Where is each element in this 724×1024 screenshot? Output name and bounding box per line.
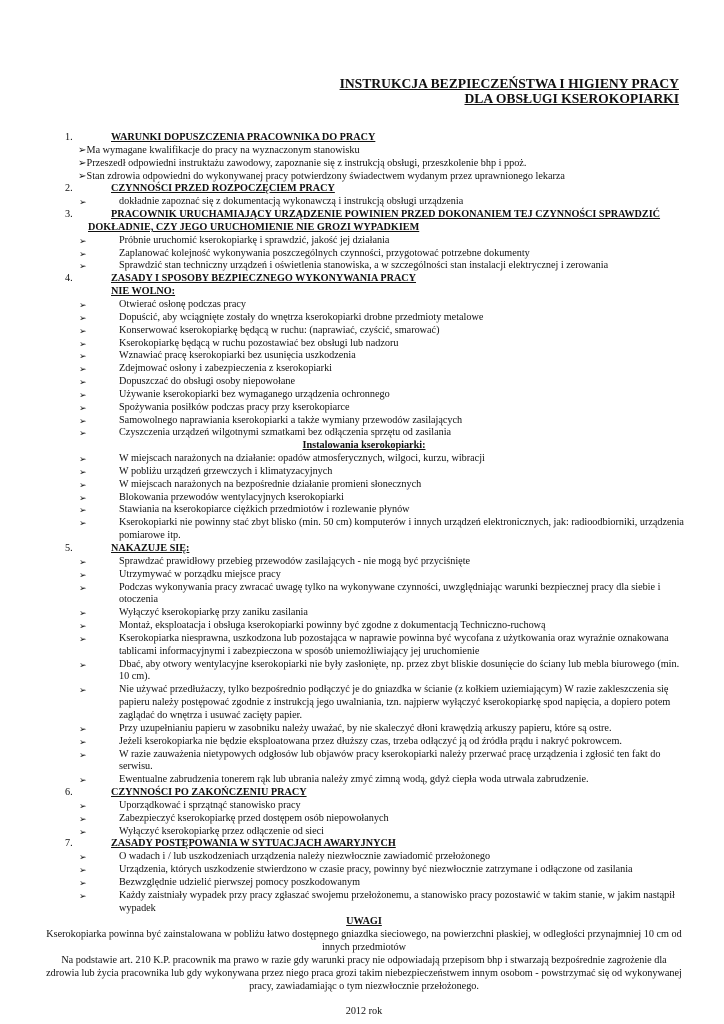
list-item: ➢ Nie używać przedłużaczy, tylko bezpośrednio podłączyć je do gniazdka w ścianie (z kołkiem uziemiającym) W razie zakleszczenia się papieru należy postępować zgodnie z instrukcją jego uwalniania, tzn. najpierw wyłączyć kserokopiarkę spod napięcia, a dopiero potem zaglądać do wnętrza i usuwać zacięty papier. bbox=[79, 684, 671, 721]
list-item: ➢ Kserokopiarkę będącą w ruchu pozostawiać bez obsługi lub nadzoru bbox=[79, 337, 399, 349]
arrow-bullet-icon: ➢ bbox=[79, 865, 87, 876]
document-title-line-2: DLA OBSŁUGI KSEROKOPIARKI bbox=[464, 91, 679, 106]
arrow-bullet-icon: ➢ bbox=[79, 325, 87, 336]
list-item: ➢ Dbać, aby otwory wentylacyjne kserokopiarki nie były zasłonięte, np. przez zbyt bliskie dosunięcie do ściany lub mebla biurowego (min. 10 cm). bbox=[79, 658, 680, 683]
arrow-bullet-icon: ➢ bbox=[79, 569, 87, 580]
arrow-bullet-icon: ➢ bbox=[79, 633, 87, 644]
list-item: ➢ dokładnie zapoznać się z dokumentacją wykonawczą i instrukcją obsługi urządzenia bbox=[79, 196, 464, 208]
document-body bbox=[44, 132, 684, 1018]
arrow-bullet-icon: ➢ bbox=[79, 505, 87, 516]
list-item: ➢ Sprawdzić stan techniczny urządzeń i oświetlenia stanowiska, a w szczególności stan instalacji elektrycznej i zerowania bbox=[79, 260, 609, 272]
list-item: ➢ Utrzymywać w porządku miejsce pracy bbox=[79, 568, 281, 580]
section-5-heading: 5. NAKAZUJE SIĘ: bbox=[65, 543, 190, 554]
list-item: ➢ Wyłączyć kserokopiarkę przez odłączenie od sieci bbox=[79, 825, 325, 837]
arrow-bullet-icon: ➢ bbox=[79, 685, 87, 696]
arrow-bullet-icon: ➢ bbox=[79, 800, 87, 811]
arrow-bullet-icon: ➢ bbox=[79, 749, 87, 760]
document-year: 2012 rok bbox=[345, 1005, 383, 1017]
section-5-title: NAKAZUJE SIĘ: bbox=[111, 543, 190, 554]
list-item: ➢ Bezwzględnie udzielić pierwszej pomocy poszkodowanym bbox=[79, 876, 361, 888]
arrow-bullet-icon: ➢ bbox=[79, 479, 87, 490]
list-item: ➢ Zaplanować kolejność wykonywania poszczególnych czynności, przygotować potrzebne dokumenty bbox=[79, 247, 530, 259]
list-item: ➢ Podczas wykonywania pracy zwracać uwagę tylko na wykonywane czynności, uwzględniając warunki bezpiecznej pracy dla siebie i otoczenia bbox=[79, 581, 661, 606]
list-item: ➢ Spożywania posiłków podczas pracy przy kserokopiarce bbox=[79, 401, 350, 413]
uwagi-paragraph-2: Na podstawie art. 210 K.P. pracownik ma prawo w razie gdy warunki pracy nie odpowiadają przepisom bhp i stwarzają bezpośrednie zagrożenie dla zdrowia lub życia pracownika lub gdy wykonywana przez niego praca grozi takim niebezpieczeństwem innym osobom - powstrzymać się od wykonywanej pracy, zawiadamiając o tym niezwłocznie przełożonego. bbox=[46, 955, 682, 992]
list-item: ➢ Ewentualne zabrudzenia tonerem rąk lub ubrania należy zmyć zimną wodą, gdyż ciepła woda utrwala zabrudzenie. bbox=[79, 774, 589, 786]
section-3-heading-cont: DOKŁADNIE, CZY JEGO URUCHOMIENIE NIE GROZI WYPADKIEM bbox=[88, 221, 420, 233]
arrow-bullet-icon: ➢ bbox=[79, 299, 87, 310]
arrow-bullet-icon: ➢ bbox=[79, 428, 87, 439]
arrow-bullet-icon: ➢ bbox=[79, 813, 87, 824]
list-item: ➢ Przy uzupełnianiu papieru w zasobniku należy uważać, by nie skaleczyć dłoni krawędzią arkuszy papieru, które są ostre. bbox=[79, 722, 612, 734]
section-1-title: WARUNKI DOPUSZCZENIA PRACOWNIKA DO PRACY bbox=[111, 132, 376, 143]
list-item: ➢ Sprawdzać prawidłowy przebieg przewodów zasilających - nie mogą być przyciśnięte bbox=[79, 555, 471, 567]
list-item: ➢ Czyszczenia urządzeń wilgotnymi szmatkami bez odłączenia sprzętu od zasilania bbox=[79, 427, 452, 439]
document-title-line-1: INSTRUKCJA BEZPIECZEŃSTWA I HIGIENY PRACY bbox=[339, 76, 679, 91]
arrow-bullet-icon: ➢ bbox=[79, 364, 87, 375]
arrow-bullet-icon: ➢ bbox=[79, 351, 87, 362]
arrow-bullet-icon: ➢ bbox=[78, 157, 87, 169]
arrow-bullet-icon: ➢ bbox=[79, 723, 87, 734]
list-item: ➢Przeszedł odpowiedni instruktażu zawodowy, zapoznanie się z instrukcją obsługi, przeszkolenie bhp i ppoż. bbox=[78, 157, 527, 169]
section-1-heading: 1. WARUNKI DOPUSZCZENIA PRACOWNIKA DO PRACY bbox=[65, 132, 376, 143]
section-7-title: ZASADY POSTĘPOWANIA W SYTUACJACH AWARYJNYCH bbox=[111, 838, 396, 850]
arrow-bullet-icon: ➢ bbox=[79, 775, 87, 786]
list-item: ➢ Wyłączyć kserokopiarkę przy zaniku zasilania bbox=[79, 607, 308, 619]
arrow-bullet-icon: ➢ bbox=[79, 608, 87, 619]
list-item: ➢ W miejscach narażonych na bezpośrednie działanie promieni słonecznych bbox=[79, 478, 422, 490]
section-4-heading: 4. ZASADY I SPOSOBY BEZPIECZNEGO WYKONYWANIA PRACY bbox=[65, 273, 417, 285]
arrow-bullet-icon: ➢ bbox=[79, 402, 87, 413]
list-item: ➢ W razie zauważenia nietypowych odgłosów lub objawów pracy kserokopiarki należy przerwać pracę urządzenia i zgłosić ten fakt do serwisu. bbox=[79, 748, 661, 773]
section-7-heading: 7. ZASADY POSTĘPOWANIA W SYTUACJACH AWARYJNYCH bbox=[65, 838, 396, 850]
uwagi-heading: UWAGI bbox=[346, 916, 382, 928]
list-item: ➢ Konserwować kserokopiarkę będącą w ruchu: (naprawiać, czyścić, smarować) bbox=[79, 324, 440, 336]
arrow-bullet-icon: ➢ bbox=[79, 415, 87, 426]
section-6-title: CZYNNOŚCI PO ZAKOŃCZENIU PRACY bbox=[111, 787, 307, 799]
list-item: ➢ Wznawiać pracę kserokopiarki bez usunięcia uszkodzenia bbox=[79, 350, 356, 362]
list-item: ➢ Dopuszczać do obsługi osoby niepowołane bbox=[79, 376, 295, 388]
arrow-bullet-icon: ➢ bbox=[79, 852, 87, 863]
list-item: ➢ Samowolnego naprawiania kserokopiarki a także wymiany przewodów zasilających bbox=[79, 414, 463, 426]
arrow-bullet-icon: ➢ bbox=[79, 877, 87, 888]
arrow-bullet-icon: ➢ bbox=[79, 492, 87, 503]
section-3-title: PRACOWNIK URUCHAMIAJĄCY URZĄDZENIE POWINIEN PRZED DOKONANIEM TEJ CZYNNOŚCI SPRAWDZIĆ bbox=[111, 209, 661, 221]
arrow-bullet-icon: ➢ bbox=[79, 466, 87, 477]
section-2-title: CZYNNOŚCI PRZED ROZPOCZĘCIEM PRACY bbox=[111, 183, 335, 195]
arrow-bullet-icon: ➢ bbox=[79, 377, 87, 388]
list-item: ➢ Kserokopiarka niesprawna, uszkodzona lub pozostająca w naprawie powinna być wycofana z użytkowania oraz wyraźnie oznakowana tablicami informacyjnymi i zabezpieczona w sposób uniemożliwiający jej uruchomienie bbox=[79, 632, 669, 657]
uwagi-paragraph-1: Kserokopiarka powinna być zainstalowana w pobliżu łatwo dostępnego gniazdka sieciowego, na powierzchni płaskiej, w odległości przynajmniej 10 cm od innych przedmiotów bbox=[46, 929, 682, 954]
list-item: ➢Ma wymagane kwalifikacje do pracy na wyznaczonym stanowisku bbox=[78, 144, 360, 156]
list-item: ➢ W pobliżu urządzeń grzewczych i klimatyzacyjnych bbox=[79, 465, 333, 477]
arrow-bullet-icon: ➢ bbox=[79, 248, 87, 259]
arrow-bullet-icon: ➢ bbox=[79, 582, 87, 593]
arrow-bullet-icon: ➢ bbox=[79, 338, 87, 349]
arrow-bullet-icon: ➢ bbox=[78, 144, 87, 156]
section-4-title: ZASADY I SPOSOBY BEZPIECZNEGO WYKONYWANIA PRACY bbox=[111, 273, 417, 285]
list-item: ➢ Kserokopiarki nie powinny stać zbyt blisko (min. 50 cm) komputerów i innych urządzeń elektronicznych, jak: radioodbiorniki, urządzenia pomiarowe itp. bbox=[79, 517, 684, 542]
list-item: ➢ Zdejmować osłony i zabezpieczenia z kserokopiarki bbox=[79, 363, 332, 375]
arrow-bullet-icon: ➢ bbox=[79, 556, 87, 567]
section-2-heading: 2. CZYNNOŚCI PRZED ROZPOCZĘCIEM PRACY bbox=[65, 183, 335, 195]
list-item: ➢ Zabezpieczyć kserokopiarkę przed dostępem osób niepowołanych bbox=[79, 812, 389, 824]
arrow-bullet-icon: ➢ bbox=[78, 170, 87, 182]
section-6-heading: 6. CZYNNOŚCI PO ZAKOŃCZENIU PRACY bbox=[65, 787, 307, 799]
list-item: ➢ Montaż, eksploatacja i obsługa kserokopiarki powinny być zgodne z dokumentacją Techniczno-ruchową bbox=[79, 620, 546, 632]
arrow-bullet-icon: ➢ bbox=[79, 621, 87, 632]
arrow-bullet-icon: ➢ bbox=[79, 454, 87, 465]
arrow-bullet-icon: ➢ bbox=[79, 736, 87, 747]
nie-wolno-heading: NIE WOLNO: bbox=[111, 286, 176, 298]
list-item: ➢ O wadach i / lub uszkodzeniach urządzenia należy niezwłocznie zawiadomić przełożonego bbox=[79, 851, 491, 863]
list-item: ➢Stan zdrowia odpowiedni do wykonywanej pracy potwierdzony świadectwem wydanym przez uprawnionego lekarza bbox=[78, 170, 565, 182]
arrow-bullet-icon: ➢ bbox=[79, 197, 87, 208]
list-item: ➢ Próbnie uruchomić kserokopiarkę i sprawdzić, jakość jej działania bbox=[79, 234, 390, 246]
list-item: ➢ Blokowania przewodów wentylacyjnych kserokopiarki bbox=[79, 491, 344, 503]
list-item: ➢ Każdy zaistniały wypadek przy pracy zgłaszać swojemu przełożonemu, a stanowisko pracy pozostawić w takim stanie, w jakim nastąpił wypadek bbox=[79, 889, 675, 914]
arrow-bullet-icon: ➢ bbox=[79, 659, 87, 670]
arrow-bullet-icon: ➢ bbox=[79, 389, 87, 400]
list-item: ➢ Otwierać osłonę podczas pracy bbox=[79, 298, 247, 310]
arrow-bullet-icon: ➢ bbox=[79, 890, 87, 901]
list-item: ➢ Jeżeli kserokopiarka nie będzie eksploatowana przez dłuższy czas, trzeba odłączyć ją od źródła prądu i nakryć pokrowcem. bbox=[79, 735, 622, 747]
section-3-heading: 3. PRACOWNIK URUCHAMIAJĄCY URZĄDZENIE POWINIEN PRZED DOKONANIEM TEJ CZYNNOŚCI SPRAWDZIĆ bbox=[65, 209, 661, 221]
list-item: ➢ W miejscach narażonych na działanie: opadów atmosferycznych, wilgoci, kurzu, wibracji bbox=[79, 453, 485, 465]
installation-subheading: Instalowania kserokopiarki: bbox=[302, 440, 426, 452]
list-item: ➢ Używanie kserokopiarki bez wymaganego urządzenia ochronnego bbox=[79, 388, 390, 400]
list-item: ➢ Urządzenia, których uszkodzenie stwierdzono w czasie pracy, powinny być niezwłocznie zatrzymane i odłączone od zasilania bbox=[79, 864, 633, 876]
arrow-bullet-icon: ➢ bbox=[79, 518, 87, 529]
list-item: ➢ Stawiania na kserokopiarce ciężkich przedmiotów i rozlewanie płynów bbox=[79, 504, 410, 516]
list-item: ➢ Dopuścić, aby wciągnięte zostały do wnętrza kserokopiarki drobne przedmioty metalowe bbox=[79, 311, 484, 323]
arrow-bullet-icon: ➢ bbox=[79, 826, 87, 837]
list-item: ➢ Uporządkować i sprzątnąć stanowisko pracy bbox=[79, 799, 301, 811]
arrow-bullet-icon: ➢ bbox=[79, 312, 87, 323]
arrow-bullet-icon: ➢ bbox=[79, 261, 87, 272]
arrow-bullet-icon: ➢ bbox=[79, 235, 87, 246]
